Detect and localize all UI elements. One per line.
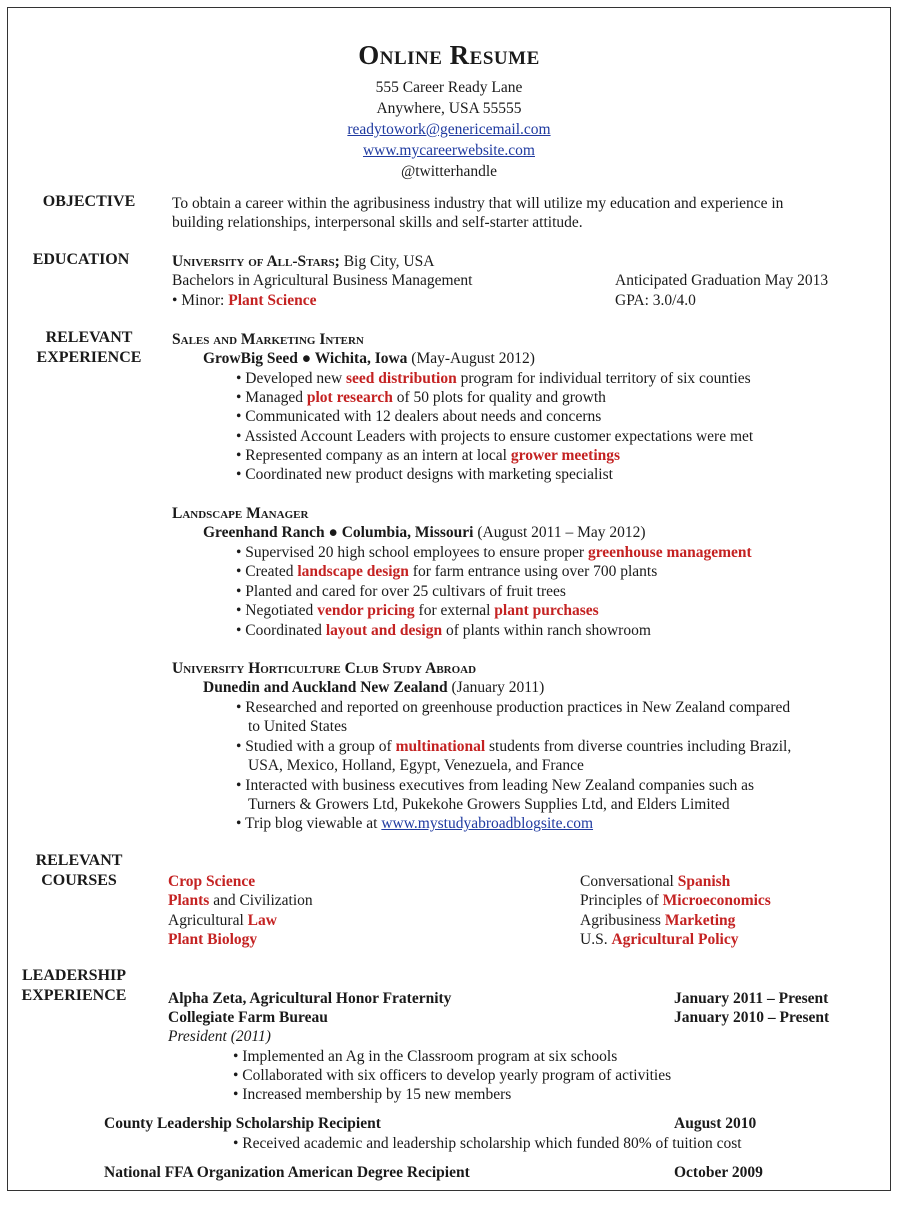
course-3-highlight: Law [247,912,277,929]
job1-b2-text-end: of 50 plots for quality and growth [396,389,606,406]
resume-title: Online Resume [358,40,540,70]
job1-b1-text: • Developed new [236,370,343,387]
leadership-bullet-1: • Implemented an Ag in the Classroom program at six schools [233,1048,618,1065]
job3-bullet-3: • Interacted with business executives from leading New Zealand companies such as [236,777,755,794]
job2-b1-highlight: greenhouse management [587,544,752,561]
org-1: Alpha Zeta, Agricultural Honor Fraternity [168,990,452,1007]
school-name: University of All-Stars; [172,253,340,270]
job2-title: Landscape Manager [172,505,309,522]
award-1-bullet: • Received academic and leadership scholarship which funded 80% of tuition cost [233,1135,742,1152]
job1-b2-text: • Managed [236,389,303,406]
course-3-text: Agricultural [168,912,244,929]
degree: Bachelors in Agricultural Business Management [172,272,473,289]
job1-bullet-4: • Assisted Account Leaders with projects to ensure customer expectations were met [236,428,754,445]
award-2-date: October 2009 [674,1164,763,1181]
resume-page [7,7,891,1191]
course-6 [580,891,771,910]
course-5-highlight: Spanish [677,873,731,890]
website-link[interactable]: www.mycareerwebsite.com [362,142,535,159]
course-7-text: Agribusiness [580,912,661,929]
job1-dates: (May-August 2012) [411,350,535,367]
course-7-highlight: Marketing [664,912,736,929]
job1-bullet-3: • Communicated with 12 dealers about needs and concerns [236,408,602,425]
job1-b2-highlight: plot research [306,389,393,406]
job2-b4-highlight: vendor pricing [317,602,415,619]
job1-org-line [203,349,535,368]
course-2-text: and Civilization [213,892,313,909]
courses-heading-line-1: RELEVANT [35,852,123,869]
job1-bullet-6: • Coordinated new product designs with marketing specialist [236,466,613,483]
job2-bullet-3: • Planted and cared for over 25 cultivars of fruit trees [236,583,566,600]
job2-bullet-2 [236,562,657,581]
experience-heading [14,328,164,368]
job2-b4-text-mid: for external [418,602,491,619]
job3-org-line [203,678,544,697]
address-line-2: Anywhere, USA 55555 [376,100,522,117]
course-7 [580,911,735,930]
job2-org: Greenhand Ranch ● Columbia, Missouri [203,524,474,541]
address-line-1: 555 Career Ready Lane [375,79,523,96]
job3-bullet-3-cont: Turners & Growers Ltd, Pukekohe Growers Supplies Ltd, and Elders Limited [248,796,730,813]
school-location: Big City, USA [343,253,435,270]
objective-line-1: To obtain a career within the agribusiness industry that will utilize my education and experience in [172,195,784,212]
minor-prefix: • Minor: [172,292,225,309]
org-2: Collegiate Farm Bureau [168,1009,328,1026]
course-1 [168,872,255,891]
job1-b1-highlight: seed distribution [346,370,457,387]
leadership-bullet-3: • Increased membership by 15 new members [233,1086,512,1103]
job3-b4-text: • Trip blog viewable at [236,815,378,832]
job2-dates: (August 2011 – May 2012) [477,524,646,541]
job3-bullet-2 [236,737,791,756]
job1-title: Sales and Marketing Intern [172,331,364,348]
gpa: GPA: 3.0/4.0 [615,292,696,309]
job2-b4-text: • Negotiated [236,602,314,619]
course-8 [580,930,738,949]
course-3 [168,911,277,930]
job1-b5-text: • Represented company as an intern at local [236,447,507,464]
course-8-text: U.S. [580,931,608,948]
education-heading: EDUCATION [32,251,130,268]
courses-heading [4,851,154,891]
role: President (2011) [168,1028,271,1045]
course-8-highlight: Agricultural Policy [611,931,739,948]
objective-line-2: building relationships, interpersonal skills and self-starter attitude. [172,214,583,231]
leadership-heading [0,966,149,1006]
course-6-text: Principles of [580,892,659,909]
job1-org: GrowBig Seed ● Wichita, Iowa [203,350,408,367]
job1-b5-highlight: grower meetings [510,447,621,464]
job3-bullet-2-cont: USA, Mexico, Holland, Egypt, Venezuela, and France [248,757,584,774]
job2-b4-highlight-2: plant purchases [494,602,599,619]
job3-org: Dunedin and Auckland New Zealand [203,679,448,696]
leadership-bullet-2: • Collaborated with six officers to develop yearly program of activities [233,1067,672,1084]
leadership-heading-line-1: LEADERSHIP [21,967,127,984]
job2-b2-text: • Created [236,563,294,580]
course-4-name: Plant Biology [168,931,258,948]
job2-bullet-4 [236,601,599,620]
job2-b2-highlight: landscape design [297,563,409,580]
job2-bullet-5 [236,621,651,640]
award-1-date: August 2010 [674,1115,757,1132]
courses-heading-line-2: COURSES [41,872,117,889]
experience-heading-line-2: EXPERIENCE [36,349,142,366]
award-2: National FFA Organization American Degree Recipient [104,1164,470,1181]
leadership-heading-line-2: EXPERIENCE [21,987,127,1004]
minor-line [172,291,316,310]
job2-b1-text: • Supervised 20 high school employees to ensure proper [236,544,585,561]
job2-b2-text-end: for farm entrance using over 700 plants [412,563,658,580]
job3-bullet-4 [236,814,593,833]
job3-b2-highlight: multinational [395,738,486,755]
experience-heading-line-1: RELEVANT [45,329,133,346]
course-5 [580,872,730,891]
job2-org-line [203,523,646,542]
course-4 [168,930,257,949]
job1-bullet-2 [236,388,606,407]
course-1-name: Crop Science [168,873,256,890]
job2-b5-highlight: layout and design [325,622,443,639]
job3-bullet-1: • Researched and reported on greenhouse production practices in New Zealand compared [236,699,791,716]
graduation-date: Anticipated Graduation May 2013 [615,272,829,289]
org-1-dates: January 2011 – Present [674,990,829,1007]
job3-dates: (January 2011) [451,679,545,696]
minor-value: Plant Science [228,292,317,309]
education-school-line [172,252,434,271]
email-link[interactable]: readytowork@genericemail.com [347,121,551,138]
course-5-text: Conversational [580,873,674,890]
course-2-highlight: Plants [168,892,210,909]
job1-bullet-1 [236,369,751,388]
job2-b5-text: • Coordinated [236,622,322,639]
job3-b2-text-end: students from diverse countries including Brazil, [489,738,792,755]
job1-bullet-5 [236,446,620,465]
job2-b5-text-end: of plants within ranch showroom [445,622,651,639]
job1-b1-text-end: program for individual territory of six counties [460,370,751,387]
job2-bullet-1 [236,543,752,562]
org-2-dates: January 2010 – Present [674,1009,830,1026]
job3-bullet-1-cont: to United States [248,718,348,735]
job3-title: University Horticulture Club Study Abroad [172,660,477,677]
award-1: County Leadership Scholarship Recipient [104,1115,381,1132]
course-2 [168,891,313,910]
job3-b2-text: • Studied with a group of [236,738,392,755]
blog-link[interactable]: www.mystudyabroadblogsite.com [381,815,594,832]
course-6-highlight: Microeconomics [662,892,771,909]
objective-heading: OBJECTIVE [42,193,136,210]
twitter-handle: @twitterhandle [400,163,498,180]
